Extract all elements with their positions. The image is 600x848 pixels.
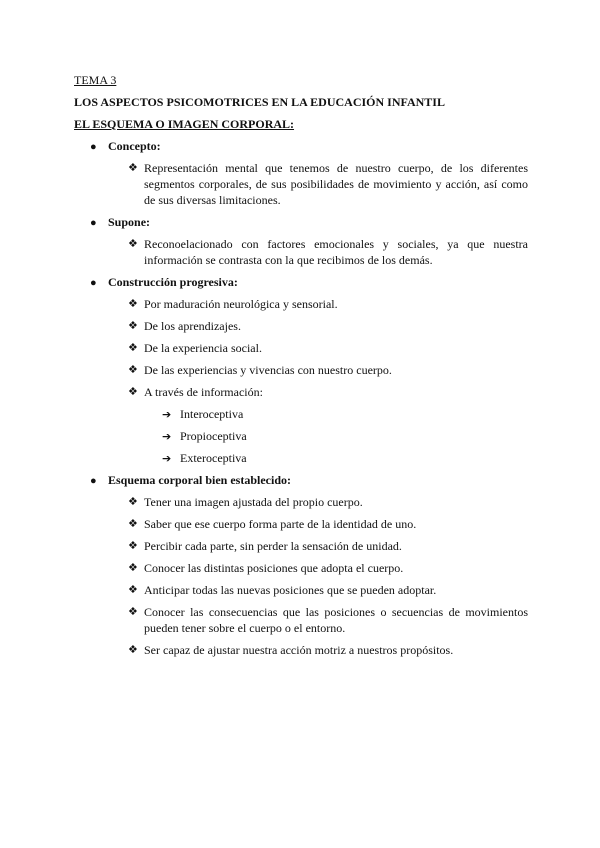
diamond-bullet-icon: ❖ — [128, 517, 138, 530]
diamond-bullet-icon: ❖ — [128, 605, 138, 618]
arrow-right-icon: ➔ — [162, 452, 172, 465]
diamond-bullet-icon: ❖ — [128, 643, 138, 656]
diamond-bullet-icon: ❖ — [128, 319, 138, 332]
arrow-right-icon: ➔ — [162, 408, 172, 421]
list-item: ❖ De los aprendizajes. — [128, 319, 241, 333]
list-item: ❖ Conocer las distintas posiciones que adopta el cuerpo. — [128, 561, 404, 575]
list-item: ❖ Conocer las consecuencias que las posiciones o secuencias de movimientos pueden tener sobre el cuerpo o el entorno. — [128, 605, 528, 635]
diamond-bullet-icon: ❖ — [128, 297, 138, 310]
list-item: ❖ Tener una imagen ajustada del propio cuerpo. — [128, 495, 363, 509]
bullet-dot-icon: ● — [90, 141, 97, 153]
document-title: LOS ASPECTOS PSICOMOTRICES EN LA EDUCACIÓN INFANTIL — [74, 95, 445, 109]
diamond-bullet-icon: ❖ — [128, 539, 138, 552]
list-item: ❖ De las experiencias y vivencias con nuestro cuerpo. — [128, 363, 392, 377]
list-item: ❖ Ser capaz de ajustar nuestra acción motriz a nuestros propósitos. — [128, 643, 454, 657]
diamond-bullet-icon: ❖ — [128, 583, 138, 596]
diamond-bullet-icon: ❖ — [128, 363, 138, 376]
sub-list-item: ➔ Interoceptiva — [162, 407, 244, 421]
list-item: ❖ Por maduración neurológica y sensorial. — [128, 297, 338, 311]
diamond-bullet-icon: ❖ — [128, 385, 138, 398]
tema-label: TEMA 3 — [74, 73, 117, 87]
section-heading-construccion: ● Construcción progresiva: — [90, 275, 238, 289]
section-heading-supone: ● Supone: — [90, 215, 151, 229]
list-item: ❖ Anticipar todas las nuevas posiciones que se pueden adoptar. — [128, 583, 437, 597]
arrow-right-icon: ➔ — [162, 430, 172, 443]
sub-list-item: ➔ Exteroceptiva — [162, 451, 247, 465]
bullet-dot-icon: ● — [90, 475, 97, 487]
list-item: ❖ A través de información: — [128, 385, 263, 399]
diamond-bullet-icon: ❖ — [128, 561, 138, 574]
list-item: ❖ Representación mental que tenemos de nuestro cuerpo, de los diferentes segmentos corporales, de sus posibilidades de movimiento y acción, así como de sus diversas limitaciones. — [128, 161, 528, 207]
diamond-bullet-icon: ❖ — [128, 161, 138, 174]
document-subtitle: EL ESQUEMA O IMAGEN CORPORAL: — [74, 117, 295, 131]
section-heading-concepto: ● Concepto: — [90, 139, 161, 153]
diamond-bullet-icon: ❖ — [128, 341, 138, 354]
bullet-dot-icon: ● — [90, 277, 97, 289]
sub-list-item: ➔ Propioceptiva — [162, 429, 247, 443]
diamond-bullet-icon: ❖ — [128, 495, 138, 508]
section-heading-esquema: ● Esquema corporal bien establecido: — [90, 473, 291, 487]
list-item: ❖ Reconoelacionado con factores emocionales y sociales, ya que nuestra información se contrasta con la que recibimos de los demás. — [128, 237, 528, 267]
bullet-dot-icon: ● — [90, 217, 97, 229]
diamond-bullet-icon: ❖ — [128, 237, 138, 250]
list-item: ❖ Percibir cada parte, sin perder la sensación de unidad. — [128, 539, 402, 553]
list-item: ❖ Saber que ese cuerpo forma parte de la identidad de uno. — [128, 517, 417, 531]
list-item: ❖ De la experiencia social. — [128, 341, 262, 355]
